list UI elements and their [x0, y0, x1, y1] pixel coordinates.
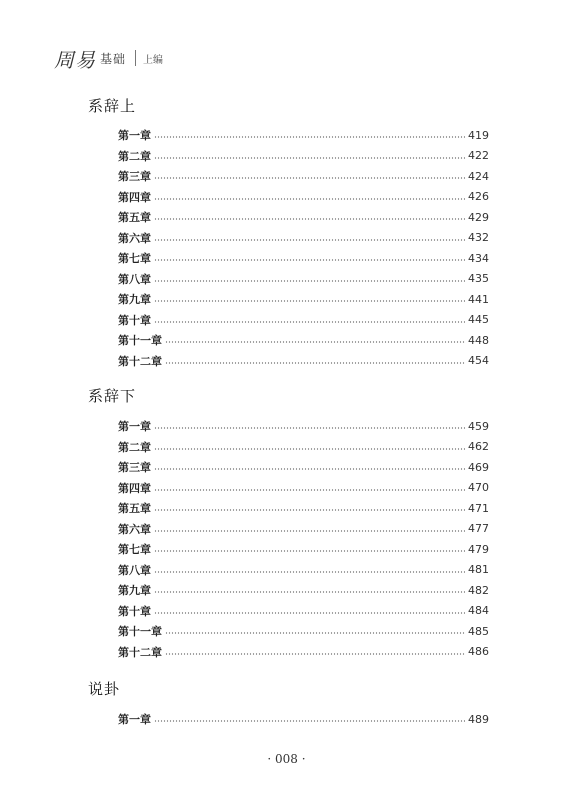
toc-entry-page-number: 441 [468, 292, 489, 306]
toc-entry-page-number: 489 [468, 712, 489, 726]
toc-entry-label: 第十章 [118, 604, 151, 618]
toc-entry-page-number: 426 [468, 190, 489, 203]
toc-entry-page-number: 479 [468, 542, 489, 556]
toc-entry[interactable] [118, 480, 489, 496]
toc-entry[interactable] [118, 418, 489, 434]
toc-entry-label: 第五章 [118, 211, 151, 224]
toc-entry[interactable] [118, 711, 489, 727]
dot-leader [154, 530, 465, 532]
toc-entry-page-number: 477 [468, 522, 489, 535]
toc-entry-label: 第十二章 [118, 645, 162, 659]
toc-entry[interactable] [118, 644, 489, 660]
toc-entry-page-number: 482 [468, 583, 489, 597]
toc-entry-label: 第四章 [118, 481, 151, 495]
dot-leader [154, 509, 465, 511]
dot-leader [154, 259, 465, 261]
dot-leader [154, 321, 465, 323]
toc-entry-page-number: 432 [468, 231, 489, 244]
toc-entry-page-number: 424 [468, 169, 489, 183]
toc-entry-page-number: 484 [468, 604, 489, 617]
header-part-label: 上编 [143, 54, 164, 66]
dot-leader [154, 489, 465, 491]
section-title: 系辞上 [88, 97, 137, 115]
dot-leader [154, 177, 465, 179]
section-title: 系辞下 [88, 387, 137, 405]
toc-entry-page-number: 470 [468, 481, 489, 494]
header-divider [135, 50, 136, 66]
dot-leader [154, 612, 465, 614]
toc-entry[interactable] [118, 500, 489, 516]
toc-entry-label: 第一章 [118, 713, 151, 726]
toc-entry-page-number: 435 [468, 272, 489, 285]
dot-leader [154, 198, 465, 200]
toc-entry-page-number: 486 [468, 645, 489, 658]
toc-entry-label: 第十二章 [118, 354, 162, 368]
toc-entry[interactable] [118, 189, 489, 205]
dot-leader [165, 362, 465, 364]
toc-entry-label: 第九章 [118, 584, 151, 597]
toc-entry-label: 第二章 [118, 440, 151, 454]
dot-leader [154, 720, 465, 722]
toc-entry-page-number: 481 [468, 563, 489, 576]
dot-leader [154, 571, 465, 573]
toc-entry[interactable] [118, 291, 489, 307]
toc-entry[interactable] [118, 623, 489, 639]
toc-entry[interactable] [118, 271, 489, 287]
toc-entry-label: 第二章 [118, 149, 151, 163]
toc-entry-label: 第三章 [118, 461, 151, 474]
toc-entry[interactable] [118, 562, 489, 578]
toc-entry-label: 第八章 [118, 563, 151, 577]
running-header [54, 46, 163, 70]
toc-entry-label: 第十一章 [118, 625, 162, 638]
toc-entry-page-number: 448 [468, 333, 489, 347]
toc-entry[interactable] [118, 312, 489, 328]
toc-entry-page-number: 462 [468, 440, 489, 453]
dot-leader [154, 239, 465, 241]
toc-entry-label: 第六章 [118, 231, 151, 245]
toc-entry[interactable] [118, 209, 489, 225]
toc-entry[interactable] [118, 459, 489, 475]
toc-entry[interactable] [118, 353, 489, 369]
toc-entry-label: 第六章 [118, 522, 151, 536]
dot-leader [154, 468, 465, 470]
toc-entry-page-number: 471 [468, 501, 489, 515]
toc-entry[interactable] [118, 148, 489, 164]
toc-entry[interactable] [118, 230, 489, 246]
toc-entry-label: 第十章 [118, 313, 151, 327]
toc-entry[interactable] [118, 582, 489, 598]
book-logo: 周易 [54, 47, 96, 72]
toc-entry-label: 第十一章 [118, 334, 162, 347]
toc-entry-page-number: 454 [468, 354, 489, 367]
dot-leader [165, 632, 465, 634]
toc-entry-label: 第四章 [118, 190, 151, 204]
toc-entry-label: 第一章 [118, 420, 151, 433]
toc-entry-page-number: 434 [468, 251, 489, 265]
toc-entry[interactable] [118, 332, 489, 348]
toc-entry-page-number: 469 [468, 460, 489, 474]
dot-leader [154, 427, 465, 429]
toc-entry-page-number: 422 [468, 149, 489, 162]
toc-entry-label: 第一章 [118, 129, 151, 142]
toc-entry-label: 第七章 [118, 252, 151, 265]
toc-entry[interactable] [118, 168, 489, 184]
toc-entry-page-number: 485 [468, 624, 489, 638]
dot-leader [154, 218, 465, 220]
toc-entry[interactable] [118, 439, 489, 455]
dot-leader [154, 448, 465, 450]
toc-entry-label: 第七章 [118, 543, 151, 556]
dot-leader [154, 300, 465, 302]
toc-entry[interactable] [118, 603, 489, 619]
toc-entry[interactable] [118, 250, 489, 266]
toc-entry[interactable] [118, 521, 489, 537]
toc-entry-label: 第八章 [118, 272, 151, 286]
toc-entry-page-number: 429 [468, 210, 489, 224]
section-title: 说卦 [88, 680, 121, 698]
toc-entry[interactable] [118, 127, 489, 143]
toc-entry[interactable] [118, 541, 489, 557]
book-logo-subtitle: 基础 [100, 51, 127, 66]
dot-leader [165, 341, 465, 343]
page-number: · 008 · [267, 752, 306, 766]
toc-entry-page-number: 459 [468, 419, 489, 433]
toc-entry-label: 第五章 [118, 502, 151, 515]
dot-leader [154, 591, 465, 593]
dot-leader [154, 136, 465, 138]
toc-entry-page-number: 445 [468, 313, 489, 326]
dot-leader [165, 653, 465, 655]
toc-entry-page-number: 419 [468, 128, 489, 142]
dot-leader [154, 280, 465, 282]
toc-entry-label: 第九章 [118, 293, 151, 306]
dot-leader [154, 157, 465, 159]
dot-leader [154, 550, 465, 552]
toc-entry-label: 第三章 [118, 170, 151, 183]
